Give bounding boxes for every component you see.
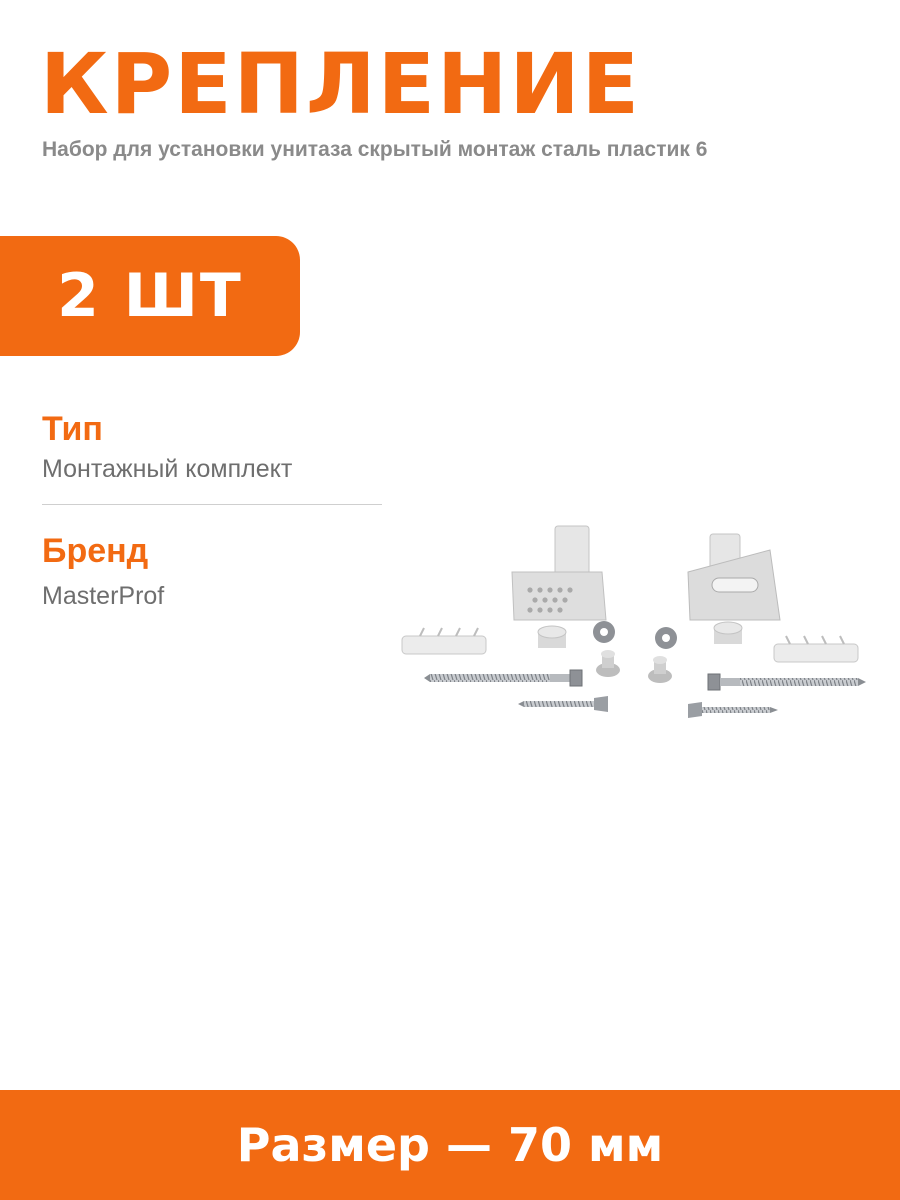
short-screw-right: [688, 702, 778, 718]
quantity-badge-label: 2 ШТ: [57, 261, 243, 331]
long-screw-left: [424, 670, 582, 686]
short-screw-left: [518, 696, 608, 712]
left-dowel: [402, 628, 486, 654]
plugs: [596, 650, 672, 683]
right-cap: [714, 622, 742, 644]
size-footer-label: Размер — 70 мм: [236, 1118, 664, 1172]
long-screw-right: [708, 674, 866, 690]
right-bracket: [688, 534, 780, 620]
brand-value: MasterProf: [42, 582, 165, 610]
washers: [593, 621, 677, 649]
product-image: [390, 520, 900, 740]
product-title: КРЕПЛЕНИЕ: [40, 35, 642, 133]
left-cap: [538, 626, 566, 648]
divider: [42, 504, 382, 505]
left-bracket: [512, 526, 606, 620]
type-value: Монтажный комплект: [42, 455, 293, 483]
type-label: Тип: [42, 410, 103, 448]
right-dowel: [774, 636, 858, 662]
brand-label: Бренд: [42, 532, 149, 570]
size-footer: [0, 1090, 900, 1200]
product-subtitle: Набор для установки унитаза скрытый монтаж сталь пластик 6: [42, 138, 708, 161]
quantity-badge: [0, 236, 300, 356]
